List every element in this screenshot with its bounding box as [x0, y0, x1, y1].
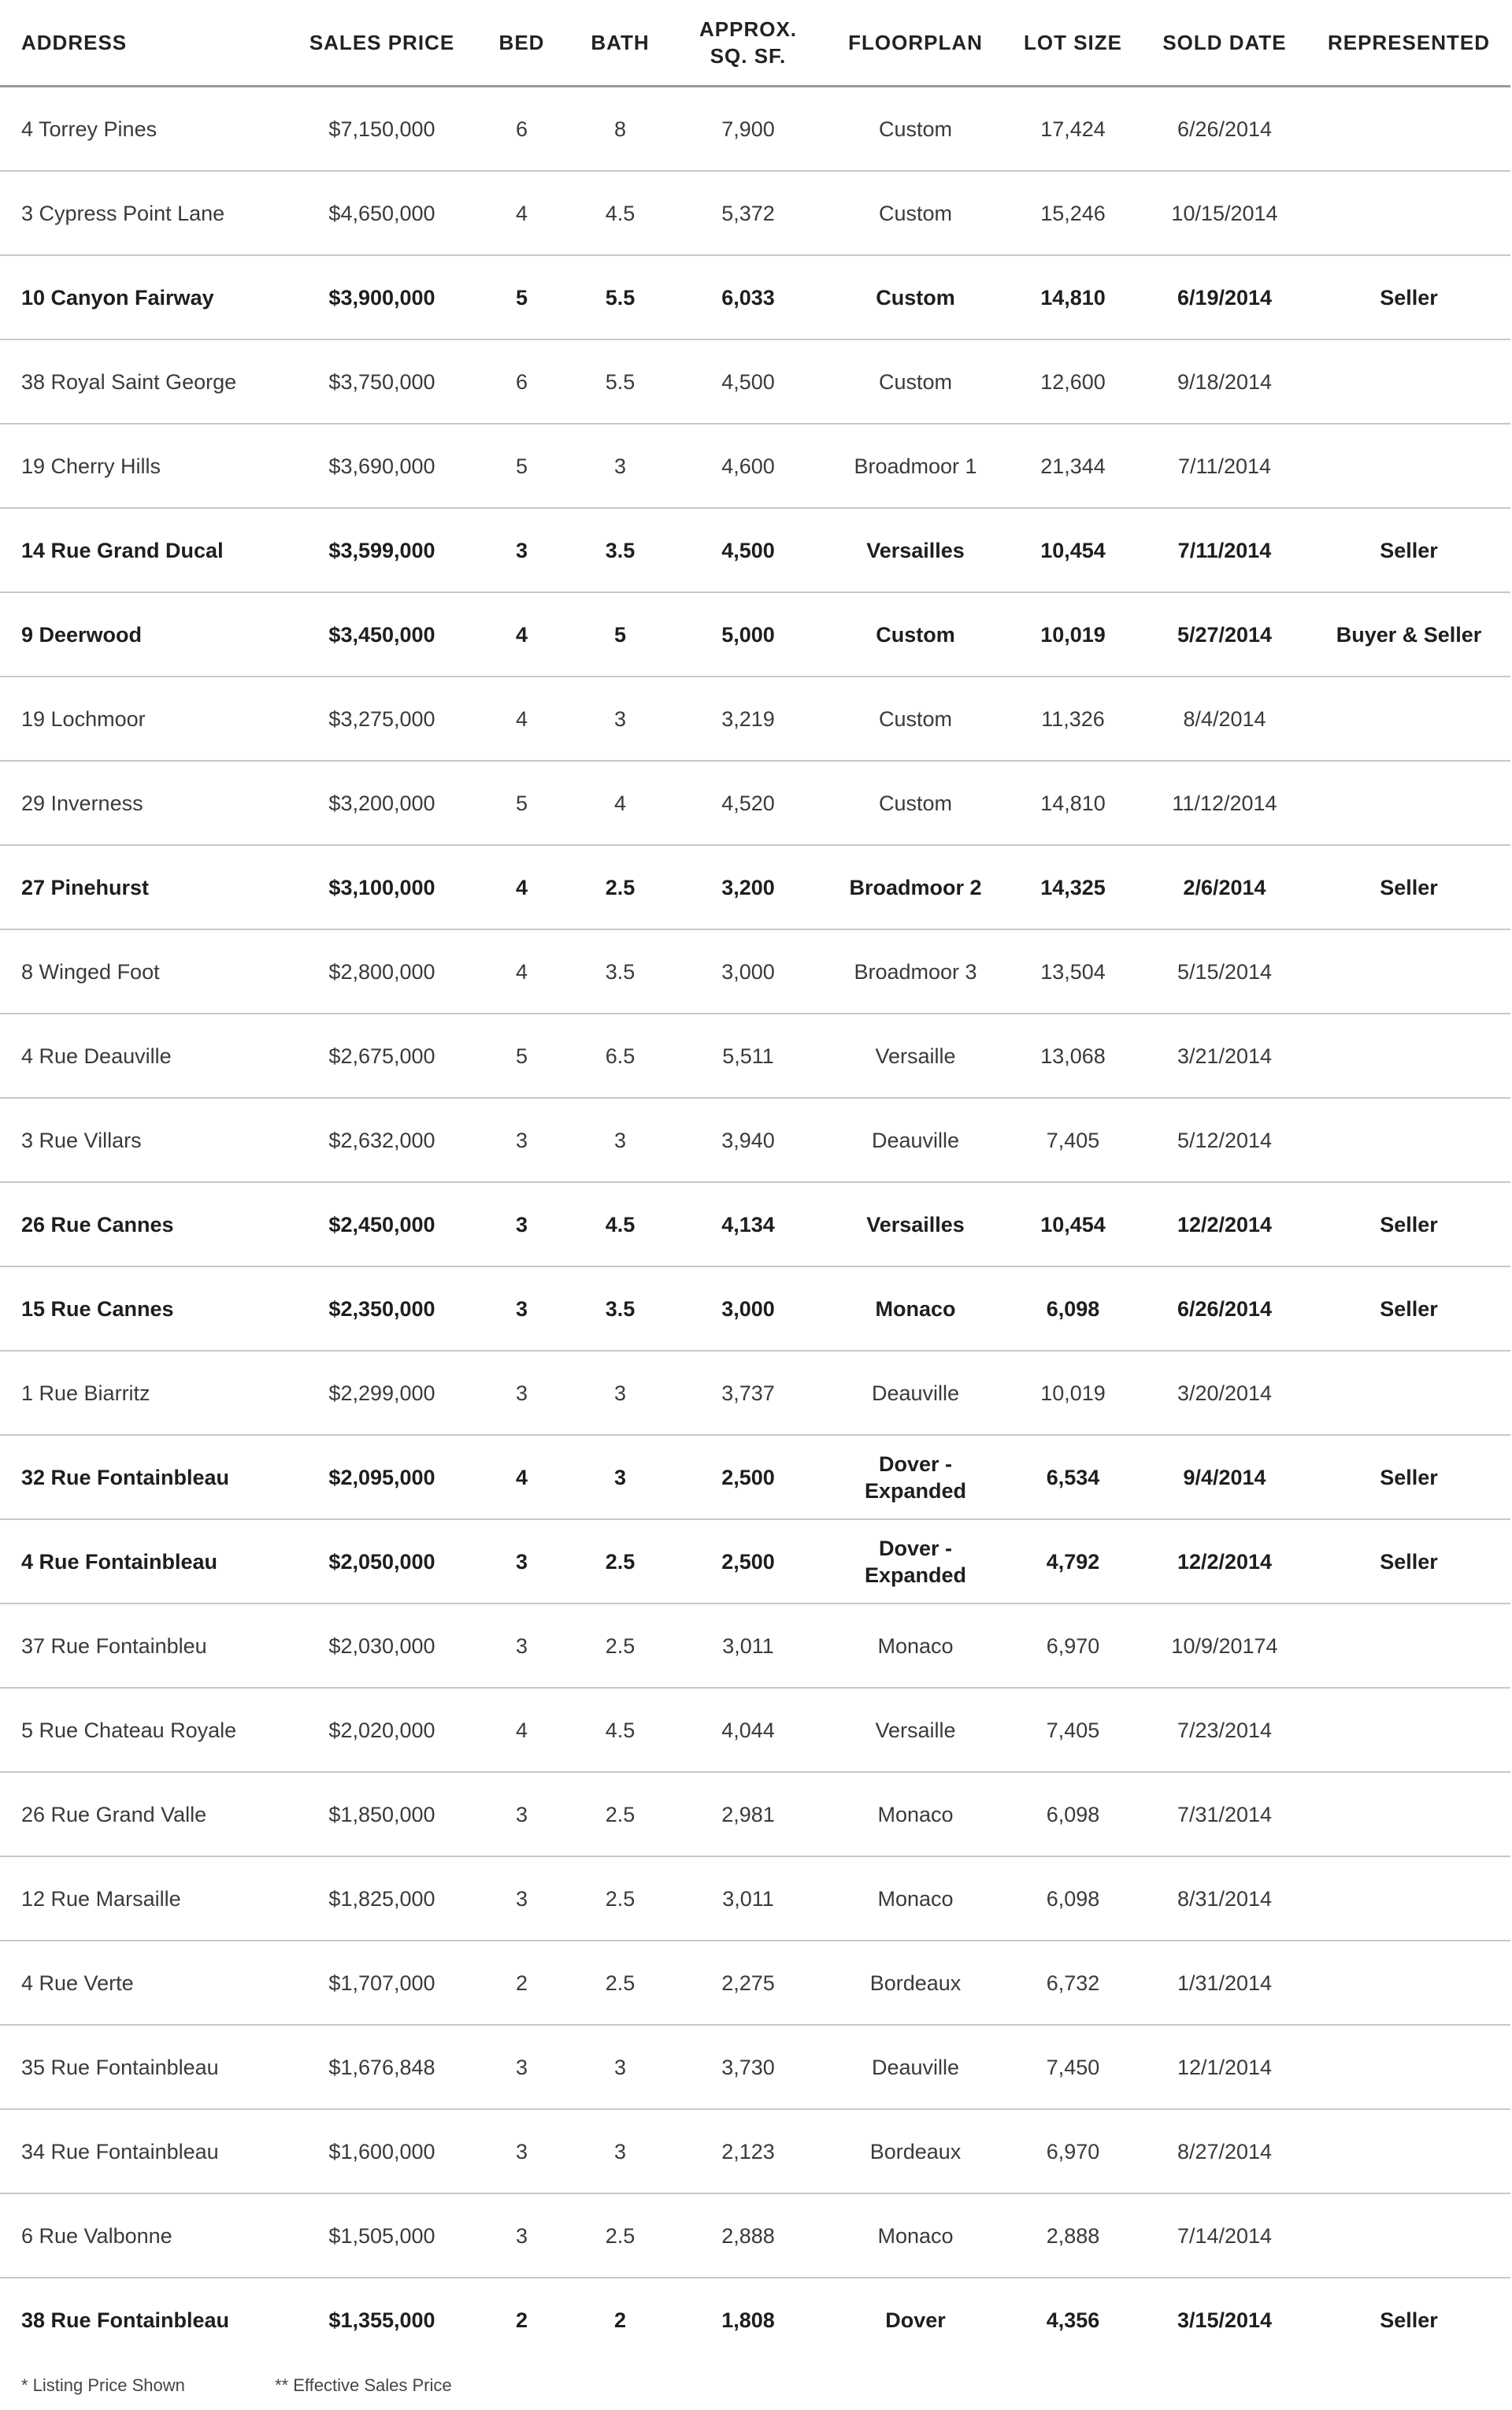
- cell-represented: [1307, 1688, 1510, 1772]
- cell-lot-size: 14,810: [1004, 255, 1142, 339]
- cell-sales-price: $3,450,000: [291, 592, 472, 677]
- cell-floorplan: Deauville: [827, 1098, 1004, 1182]
- cell-bed: 4: [472, 592, 571, 677]
- cell-represented: [1307, 677, 1510, 761]
- footnote-listing-price: * Listing Price Shown: [21, 2375, 185, 2395]
- cell-sold-date: 6/26/2014: [1142, 87, 1307, 172]
- cell-lot-size: 14,810: [1004, 761, 1142, 845]
- cell-lot-size: 10,454: [1004, 508, 1142, 592]
- cell-sales-price: $3,690,000: [291, 424, 472, 508]
- cell-bath: 2.5: [571, 1856, 669, 1941]
- cell-lot-size: 4,792: [1004, 1519, 1142, 1604]
- cell-address: 27 Pinehurst: [0, 845, 291, 929]
- cell-lot-size: 7,405: [1004, 1098, 1142, 1182]
- cell-represented: Seller: [1307, 1266, 1510, 1351]
- cell-sales-price: $1,505,000: [291, 2193, 472, 2278]
- cell-sqft: 3,940: [669, 1098, 827, 1182]
- cell-sold-date: 9/18/2014: [1142, 339, 1307, 424]
- cell-address: 19 Lochmoor: [0, 677, 291, 761]
- cell-represented: [1307, 1772, 1510, 1856]
- cell-address: 19 Cherry Hills: [0, 424, 291, 508]
- cell-bed: 3: [472, 1351, 571, 1435]
- table-row: [0, 87, 1510, 172]
- cell-floorplan: Dover - Expanded: [827, 1519, 1004, 1604]
- cell-sold-date: 5/12/2014: [1142, 1098, 1307, 1182]
- cell-address: 34 Rue Fontainbleau: [0, 2109, 291, 2193]
- table-body: [0, 87, 1510, 2362]
- cell-floorplan: Deauville: [827, 1351, 1004, 1435]
- header-sqft-line2: SQ. SF.: [710, 44, 787, 68]
- cell-sales-price: $3,599,000: [291, 508, 472, 592]
- cell-represented: [1307, 2109, 1510, 2193]
- cell-address: 29 Inverness: [0, 761, 291, 845]
- cell-bath: 4.5: [571, 171, 669, 255]
- cell-lot-size: 6,098: [1004, 1772, 1142, 1856]
- table-row: [0, 339, 1510, 424]
- cell-sqft: 5,511: [669, 1014, 827, 1098]
- cell-sales-price: $2,350,000: [291, 1266, 472, 1351]
- cell-bath: 3: [571, 2025, 669, 2109]
- cell-bath: 3: [571, 1098, 669, 1182]
- cell-sold-date: 11/12/2014: [1142, 761, 1307, 845]
- cell-floorplan: Dover - Expanded: [827, 1435, 1004, 1519]
- cell-address: 3 Rue Villars: [0, 1098, 291, 1182]
- cell-address: 35 Rue Fontainbleau: [0, 2025, 291, 2109]
- cell-bath: 5.5: [571, 255, 669, 339]
- cell-sales-price: $4,650,000: [291, 171, 472, 255]
- cell-address: 12 Rue Marsaille: [0, 1856, 291, 1941]
- header-sqft: [669, 0, 827, 87]
- cell-sqft: 2,275: [669, 1941, 827, 2025]
- table-row: [0, 424, 1510, 508]
- cell-bed: 3: [472, 1604, 571, 1688]
- table-row: [0, 1604, 1510, 1688]
- cell-floorplan: Versaille: [827, 1014, 1004, 1098]
- cell-sold-date: 8/27/2014: [1142, 2109, 1307, 2193]
- cell-sold-date: 7/23/2014: [1142, 1688, 1307, 1772]
- cell-bed: 3: [472, 1519, 571, 1604]
- cell-sold-date: 3/20/2014: [1142, 1351, 1307, 1435]
- cell-sales-price: $1,355,000: [328, 2308, 435, 2332]
- cell-lot-size: 12,600: [1004, 339, 1142, 424]
- cell-sold-date: 6/26/2014: [1142, 1266, 1307, 1351]
- cell-lot-size: 15,246: [1004, 171, 1142, 255]
- cell-sold-date: 12/2/2014: [1142, 1182, 1307, 1266]
- cell-represented: [1307, 1604, 1510, 1688]
- cell-sqft: 3,730: [669, 2025, 827, 2109]
- cell-sqft: 3,219: [669, 677, 827, 761]
- cell-bed: 4: [472, 1435, 571, 1519]
- cell-bed: 3: [472, 2109, 571, 2193]
- cell-lot-size: 6,970: [1004, 2109, 1142, 2193]
- cell-sales-price: $3,200,000: [291, 761, 472, 845]
- cell-sold-date: 10/15/2014: [1142, 171, 1307, 255]
- cell-sold-date: 2/6/2014: [1142, 845, 1307, 929]
- cell-sales-price: $2,675,000: [291, 1014, 472, 1098]
- cell-lot-size: 6,732: [1004, 1941, 1142, 2025]
- footnote-effective-price: ** Effective Sales Price: [275, 2375, 452, 2395]
- cell-bed: 4: [472, 845, 571, 929]
- cell-represented: Seller: [1307, 255, 1510, 339]
- cell-floorplan: Deauville: [827, 2025, 1004, 2109]
- cell-sales-price: $2,632,000: [291, 1098, 472, 1182]
- cell-represented: [1307, 1098, 1510, 1182]
- cell-sold-date: 9/4/2014: [1142, 1435, 1307, 1519]
- table-row: [0, 2025, 1510, 2109]
- cell-represented: Seller: [1380, 2308, 1438, 2332]
- cell-sales-price: $1,825,000: [291, 1856, 472, 1941]
- cell-sold-date: 7/11/2014: [1142, 508, 1307, 592]
- cell-floorplan: Versailles: [827, 1182, 1004, 1266]
- cell-sqft: 3,200: [669, 845, 827, 929]
- cell-address: 26 Rue Cannes: [0, 1182, 291, 1266]
- cell-represented: [1307, 87, 1510, 172]
- cell-bath: 2.5: [571, 2193, 669, 2278]
- table-row: [0, 677, 1510, 761]
- table-row: [0, 1014, 1510, 1098]
- table-row: [0, 1266, 1510, 1351]
- cell-sales-price: $1,707,000: [291, 1941, 472, 2025]
- cell-floorplan: Monaco: [827, 2193, 1004, 2278]
- cell-floorplan: Broadmoor 3: [827, 929, 1004, 1014]
- cell-bath: 2.5: [571, 1941, 669, 2025]
- cell-bed: 3: [472, 508, 571, 592]
- cell-address: 26 Rue Grand Valle: [0, 1772, 291, 1856]
- cell-bed: 5: [472, 1014, 571, 1098]
- cell-sales-price: $1,850,000: [291, 1772, 472, 1856]
- header-bed: BED: [472, 0, 571, 87]
- cell-bath: 3.5: [571, 508, 669, 592]
- cell-bath: 2.5: [571, 1772, 669, 1856]
- cell-address: 8 Winged Foot: [0, 929, 291, 1014]
- cell-bath: 2.5: [571, 1604, 669, 1688]
- cell-sold-date: 5/27/2014: [1142, 592, 1307, 677]
- table-row: [0, 761, 1510, 845]
- cell-lot-size: 2,888: [1004, 2193, 1142, 2278]
- cell-address: 3 Cypress Point Lane: [0, 171, 291, 255]
- cell-lot-size: 17,424: [1004, 87, 1142, 172]
- cell-sold-date: 8/4/2014: [1142, 677, 1307, 761]
- cell-address: 38 Royal Saint George: [0, 339, 291, 424]
- table-row: [0, 2109, 1510, 2193]
- cell-sold-date: 10/9/20174: [1142, 1604, 1307, 1688]
- cell-represented: Seller: [1307, 1182, 1510, 1266]
- cell-bed: 3: [472, 2025, 571, 2109]
- cell-sales-price: $3,100,000: [291, 845, 472, 929]
- cell-floorplan: Custom: [827, 677, 1004, 761]
- cell-bed: 4: [472, 929, 571, 1014]
- cell-bath: 5: [571, 592, 669, 677]
- table-row: [0, 2278, 1510, 2361]
- cell-address: 10 Canyon Fairway: [0, 255, 291, 339]
- cell-represented: [1307, 424, 1510, 508]
- cell-sold-date: 5/15/2014: [1142, 929, 1307, 1014]
- cell-bath: 3: [571, 2109, 669, 2193]
- cell-floorplan: Dover: [885, 2308, 946, 2332]
- cell-address: 37 Rue Fontainbleu: [0, 1604, 291, 1688]
- cell-address: 38 Rue Fontainbleau: [21, 2308, 230, 2332]
- cell-sold-date: 7/14/2014: [1142, 2193, 1307, 2278]
- cell-bed: 6: [472, 339, 571, 424]
- cell-lot-size: 10,454: [1004, 1182, 1142, 1266]
- cell-bath: 3.5: [571, 1266, 669, 1351]
- cell-address: 4 Rue Verte: [0, 1941, 291, 2025]
- cell-sold-date: 7/31/2014: [1142, 1772, 1307, 1856]
- cell-bath: 3: [571, 1435, 669, 1519]
- table-row: [0, 1098, 1510, 1182]
- cell-bath: 5.5: [571, 339, 669, 424]
- cell-lot-size: 6,098: [1004, 1856, 1142, 1941]
- cell-bath: 3: [571, 677, 669, 761]
- cell-represented: [1307, 761, 1510, 845]
- cell-address: 6 Rue Valbonne: [0, 2193, 291, 2278]
- table-row: [0, 1941, 1510, 2025]
- cell-address: 32 Rue Fontainbleau: [0, 1435, 291, 1519]
- cell-bath: 4.5: [571, 1688, 669, 1772]
- cell-bed: 3: [472, 1182, 571, 1266]
- cell-sqft: 2,981: [669, 1772, 827, 1856]
- table-row: [0, 2193, 1510, 2278]
- cell-lot-size: 14,325: [1004, 845, 1142, 929]
- table-row: [0, 508, 1510, 592]
- table-row: [0, 1435, 1510, 1519]
- cell-floorplan: Custom: [827, 255, 1004, 339]
- cell-lot-size: 6,970: [1004, 1604, 1142, 1688]
- cell-sales-price: $2,450,000: [291, 1182, 472, 1266]
- cell-floorplan: Custom: [827, 87, 1004, 172]
- cell-sqft: 2,123: [669, 2109, 827, 2193]
- cell-floorplan: Custom: [827, 761, 1004, 845]
- cell-bed: 4: [472, 171, 571, 255]
- cell-lot-size: 6,534: [1004, 1435, 1142, 1519]
- cell-sqft: 4,500: [669, 508, 827, 592]
- cell-floorplan: Custom: [827, 592, 1004, 677]
- cell-lot-size: 11,326: [1004, 677, 1142, 761]
- cell-sqft: 7,900: [669, 87, 827, 172]
- cell-sqft: 4,520: [669, 761, 827, 845]
- table-row: [0, 255, 1510, 339]
- cell-bed: 4: [472, 677, 571, 761]
- cell-floorplan: Versailles: [827, 508, 1004, 592]
- cell-represented: [1307, 929, 1510, 1014]
- cell-represented: [1307, 1856, 1510, 1941]
- table-row: [0, 929, 1510, 1014]
- cell-bed: 5: [472, 424, 571, 508]
- cell-bed: 6: [472, 87, 571, 172]
- cell-bed: 4: [472, 1688, 571, 1772]
- cell-floorplan: Custom: [827, 171, 1004, 255]
- cell-represented: Seller: [1307, 1519, 1510, 1604]
- cell-lot-size: 4,356: [1046, 2308, 1100, 2332]
- cell-sales-price: $7,150,000: [291, 87, 472, 172]
- cell-floorplan: Custom: [827, 339, 1004, 424]
- header-floorplan: FLOORPLAN: [827, 0, 1004, 87]
- cell-floorplan: Broadmoor 2: [827, 845, 1004, 929]
- cell-sold-date: 7/11/2014: [1142, 424, 1307, 508]
- cell-address: 9 Deerwood: [0, 592, 291, 677]
- cell-bath: 6.5: [571, 1014, 669, 1098]
- cell-bath: 8: [571, 87, 669, 172]
- table-row: [0, 592, 1510, 677]
- header-sqft-line1: APPROX.: [699, 17, 798, 41]
- cell-lot-size: 10,019: [1004, 592, 1142, 677]
- cell-sqft: 3,011: [669, 1604, 827, 1688]
- cell-sold-date: 3/21/2014: [1142, 1014, 1307, 1098]
- cell-sales-price: $3,750,000: [291, 339, 472, 424]
- header-sold-date: SOLD DATE: [1142, 0, 1307, 87]
- cell-sqft: 4,134: [669, 1182, 827, 1266]
- cell-sold-date: 6/19/2014: [1142, 255, 1307, 339]
- cell-sqft: 4,600: [669, 424, 827, 508]
- cell-sqft: 3,000: [669, 1266, 827, 1351]
- cell-floorplan: Monaco: [827, 1856, 1004, 1941]
- header-bath: BATH: [571, 0, 669, 87]
- cell-sales-price: $2,800,000: [291, 929, 472, 1014]
- cell-sqft: 5,372: [669, 171, 827, 255]
- cell-sales-price: $2,030,000: [291, 1604, 472, 1688]
- table-row: [0, 1688, 1510, 1772]
- cell-sold-date: 12/1/2014: [1142, 2025, 1307, 2109]
- cell-represented: Seller: [1307, 845, 1510, 929]
- cell-represented: [1307, 1351, 1510, 1435]
- cell-sqft: 3,737: [669, 1351, 827, 1435]
- cell-sqft: 2,500: [669, 1435, 827, 1519]
- cell-bath: 4: [571, 761, 669, 845]
- cell-floorplan: Monaco: [827, 1772, 1004, 1856]
- cell-represented: [1307, 171, 1510, 255]
- cell-address: 14 Rue Grand Ducal: [0, 508, 291, 592]
- cell-sqft: 1,808: [721, 2308, 775, 2332]
- table-row: [0, 1772, 1510, 1856]
- cell-represented: [1307, 1941, 1510, 2025]
- table-row: [0, 1519, 1510, 1604]
- cell-sqft: 6,033: [669, 255, 827, 339]
- cell-lot-size: 10,019: [1004, 1351, 1142, 1435]
- cell-bed: 3: [472, 2193, 571, 2278]
- cell-sales-price: $1,600,000: [291, 2109, 472, 2193]
- cell-represented: Seller: [1307, 1435, 1510, 1519]
- cell-bed: 3: [472, 1266, 571, 1351]
- cell-lot-size: 6,098: [1004, 1266, 1142, 1351]
- cell-represented: [1307, 1014, 1510, 1098]
- cell-bath: 2.5: [571, 1519, 669, 1604]
- cell-floorplan: Bordeaux: [827, 1941, 1004, 2025]
- cell-floorplan: Broadmoor 1: [827, 424, 1004, 508]
- cell-sqft: 2,888: [669, 2193, 827, 2278]
- cell-represented: Seller: [1307, 508, 1510, 592]
- cell-bed: 3: [472, 1856, 571, 1941]
- table-row: [0, 171, 1510, 255]
- cell-bed: 5: [472, 761, 571, 845]
- cell-sales-price: $3,900,000: [291, 255, 472, 339]
- header-lot-size: LOT SIZE: [1004, 0, 1142, 87]
- cell-lot-size: 13,068: [1004, 1014, 1142, 1098]
- cell-floorplan: Versaille: [827, 1688, 1004, 1772]
- cell-sold-date: 12/2/2014: [1142, 1519, 1307, 1604]
- table-header: [0, 0, 1510, 87]
- table-row: [0, 1351, 1510, 1435]
- cell-sales-price: $2,050,000: [291, 1519, 472, 1604]
- cell-sales-price: $2,095,000: [291, 1435, 472, 1519]
- header-sales-price: SALES PRICE: [291, 0, 472, 87]
- cell-lot-size: 13,504: [1004, 929, 1142, 1014]
- cell-sqft: 5,000: [669, 592, 827, 677]
- cell-sqft: 3,011: [669, 1856, 827, 1941]
- cell-bed: 5: [472, 255, 571, 339]
- cell-address: 4 Torrey Pines: [0, 87, 291, 172]
- cell-sqft: 4,500: [669, 339, 827, 424]
- cell-represented: Buyer & Seller: [1307, 592, 1510, 677]
- cell-address: 4 Rue Fontainbleau: [0, 1519, 291, 1604]
- cell-bed: 2: [515, 2308, 528, 2332]
- cell-address: 1 Rue Biarritz: [0, 1351, 291, 1435]
- cell-bath: 4.5: [571, 1182, 669, 1266]
- cell-sold-date: 8/31/2014: [1142, 1856, 1307, 1941]
- cell-sales-price: $2,299,000: [291, 1351, 472, 1435]
- cell-sales-price: $2,020,000: [291, 1688, 472, 1772]
- cell-bed: 2: [472, 1941, 571, 2025]
- cell-sqft: 2,500: [669, 1519, 827, 1604]
- cell-sold-date: 3/15/2014: [1177, 2308, 1273, 2332]
- cell-bath: 2: [613, 2308, 627, 2332]
- cell-lot-size: 21,344: [1004, 424, 1142, 508]
- table-row: [0, 845, 1510, 929]
- cell-represented: [1307, 2025, 1510, 2109]
- cell-address: 5 Rue Chateau Royale: [0, 1688, 291, 1772]
- cell-address: 15 Rue Cannes: [0, 1266, 291, 1351]
- cell-bath: 3: [571, 1351, 669, 1435]
- cell-sqft: 4,044: [669, 1688, 827, 1772]
- cell-floorplan: Monaco: [827, 1604, 1004, 1688]
- cell-floorplan: Bordeaux: [827, 2109, 1004, 2193]
- cell-lot-size: 7,405: [1004, 1688, 1142, 1772]
- cell-bath: 3.5: [571, 929, 669, 1014]
- table-row: [0, 1182, 1510, 1266]
- header-represented: REPRESENTED: [1307, 0, 1510, 87]
- cell-address: 4 Rue Deauville: [0, 1014, 291, 1098]
- cell-sales-price: $1,676,848: [291, 2025, 472, 2109]
- cell-represented: [1307, 2193, 1510, 2278]
- cell-represented: [1307, 339, 1510, 424]
- table-row: [0, 1856, 1510, 1941]
- cell-bath: 3: [571, 424, 669, 508]
- cell-bed: 3: [472, 1098, 571, 1182]
- cell-floorplan: Monaco: [827, 1266, 1004, 1351]
- cell-sales-price: $3,275,000: [291, 677, 472, 761]
- cell-bath: 2.5: [571, 845, 669, 929]
- cell-sold-date: 1/31/2014: [1142, 1941, 1307, 2025]
- header-address: ADDRESS: [0, 0, 291, 87]
- header-row: [0, 0, 1510, 87]
- cell-sqft: 3,000: [669, 929, 827, 1014]
- footnotes: [21, 2375, 452, 2396]
- cell-bed: 3: [472, 1772, 571, 1856]
- cell-lot-size: 7,450: [1004, 2025, 1142, 2109]
